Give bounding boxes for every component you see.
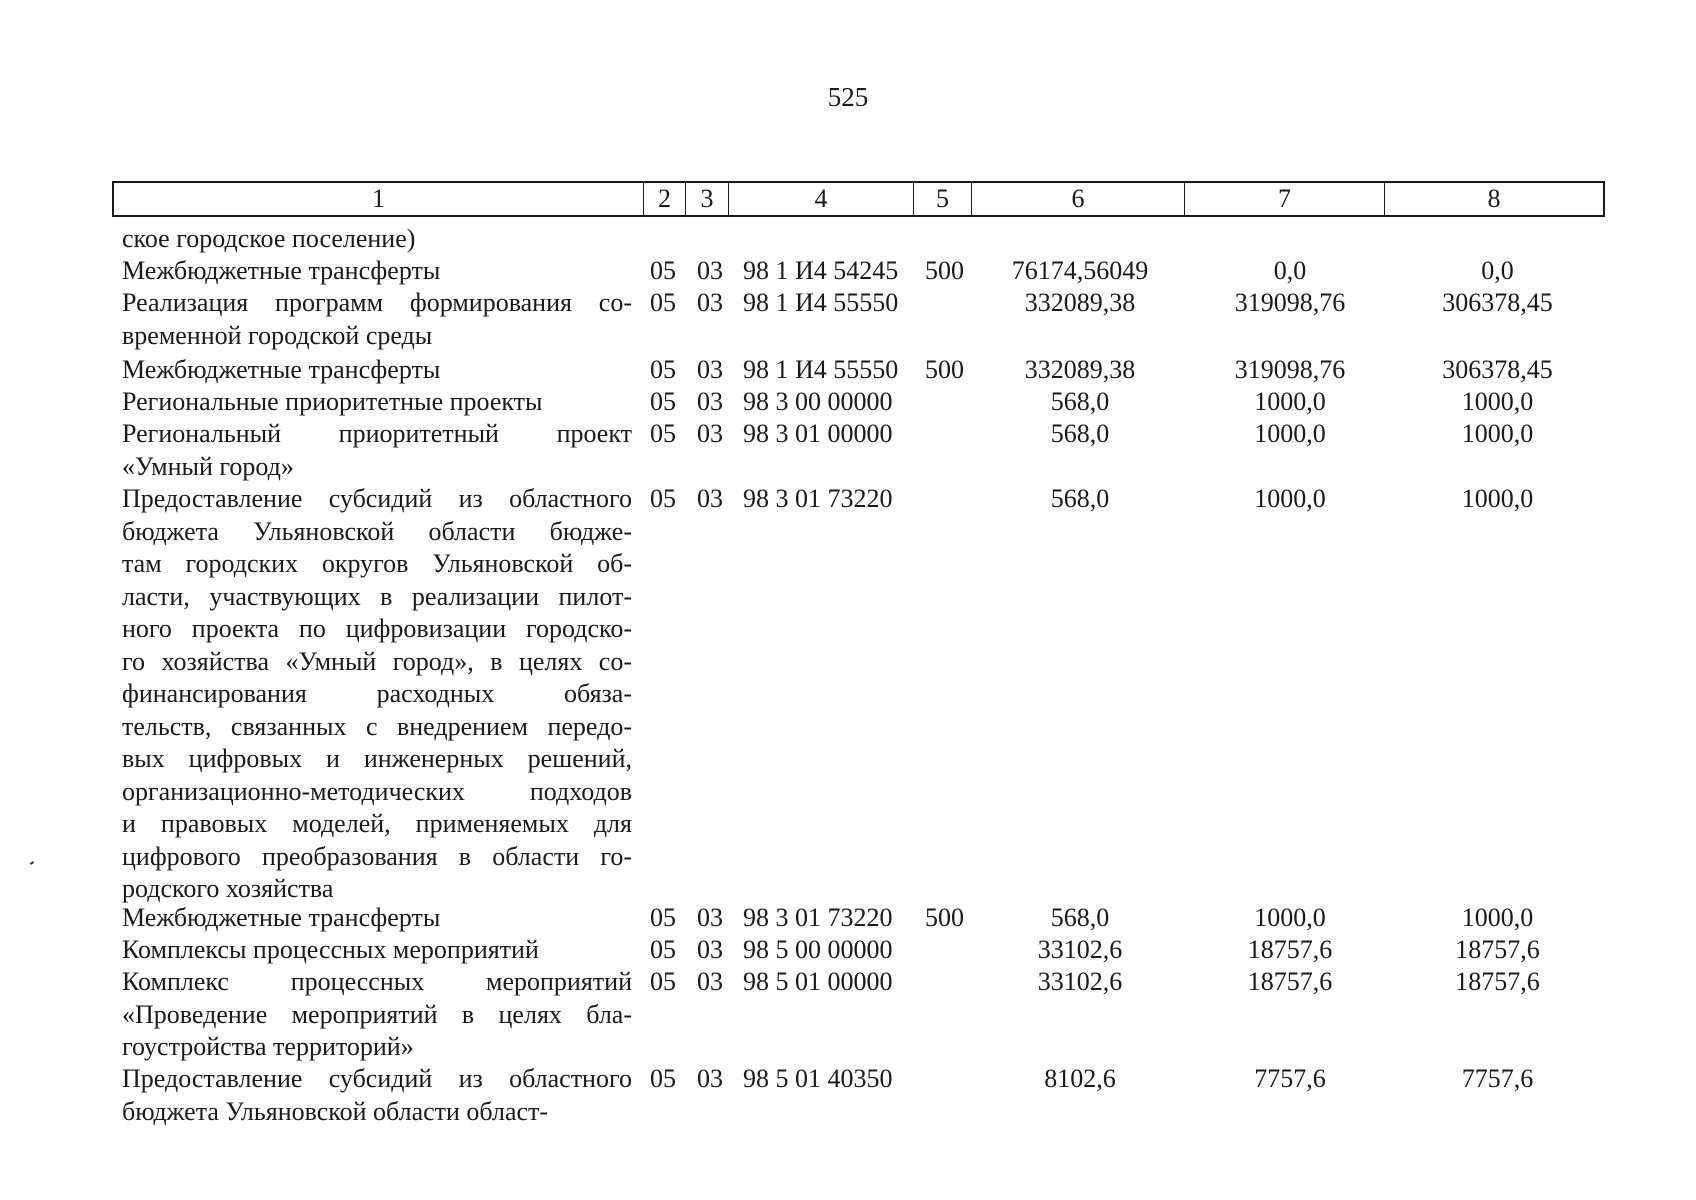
subsection-code: 03 xyxy=(697,1064,723,1093)
row-name xyxy=(122,1063,632,1128)
amount-col-8: 306378,45 xyxy=(1442,288,1553,317)
row-name xyxy=(122,223,632,256)
subsection-code: 03 xyxy=(697,288,723,317)
section-code: 05 xyxy=(650,935,676,964)
row-name-line: и правовых моделей, применяемых для xyxy=(122,809,632,838)
header-col-2: 2 xyxy=(644,183,686,215)
target-article-code: 98 5 01 00000 xyxy=(743,967,893,996)
amount-col-7: 1000,0 xyxy=(1254,903,1326,932)
amount-col-6: 33102,6 xyxy=(1037,967,1123,996)
subsection-code: 03 xyxy=(697,935,723,964)
section-code: 05 xyxy=(650,355,676,384)
target-article-code: 98 3 01 73220 xyxy=(743,903,893,932)
row-name-line: Региональный приоритетный проект xyxy=(122,419,632,448)
row-name-line: «Умный город» xyxy=(122,451,294,481)
row-name xyxy=(122,902,632,935)
row-name xyxy=(122,966,632,1064)
row-name-line: Межбюджетные трансферты xyxy=(122,256,441,285)
amount-col-8: 1000,0 xyxy=(1461,484,1534,513)
amount-col-7: 319098,76 xyxy=(1234,355,1346,384)
amount-col-7: 1000,0 xyxy=(1254,484,1326,513)
row-name-line: «Проведение мероприятий в целях бла- xyxy=(122,999,632,1029)
header-col-8: 8 xyxy=(1487,184,1501,213)
header-col-3: 3 xyxy=(686,183,729,215)
amount-col-7: 18757,6 xyxy=(1247,935,1333,964)
expense-type-code: 500 xyxy=(925,903,964,932)
amount-col-8: 18757,6 xyxy=(1455,935,1540,964)
row-name-line: временной городской среды xyxy=(122,320,433,350)
amount-col-7: 1000,0 xyxy=(1254,387,1326,416)
subsection-code: 03 xyxy=(697,484,723,513)
subsection-code: 03 xyxy=(697,903,723,932)
target-article-code: 98 1 И4 54245 xyxy=(743,256,899,285)
page-number: 525 xyxy=(827,82,869,112)
target-article-code: 98 5 00 00000 xyxy=(743,935,893,964)
amount-col-6: 568,0 xyxy=(1050,484,1110,513)
row-name xyxy=(122,934,632,967)
target-article-code: 98 3 01 73220 xyxy=(743,484,893,513)
row-name-line: гоустройства территорий» xyxy=(122,1032,414,1061)
row-name-line: Комплекс процессных мероприятий xyxy=(122,967,632,996)
row-name-line: Региональные приоритетные проекты xyxy=(122,387,543,416)
subsection-code: 03 xyxy=(697,387,723,416)
row-name-line: Предоставление субсидий из областного xyxy=(122,484,632,513)
row-name-line: Комплексы процессных мероприятий xyxy=(122,935,539,964)
row-name-line: бюджета Ульяновской области област- xyxy=(122,1096,549,1126)
row-name-line: финансирования расходных обяза- xyxy=(122,679,632,708)
subsection-code: 03 xyxy=(697,967,723,996)
header-col-4: 4 xyxy=(729,183,914,215)
amount-col-6: 332089,38 xyxy=(1024,288,1136,317)
row-name-line: тельств, связанных с внедрением передо- xyxy=(122,711,632,741)
header-col-1: 1 xyxy=(114,183,644,215)
amount-col-6: 8102,6 xyxy=(1044,1064,1116,1093)
target-article-code: 98 1 И4 55550 xyxy=(743,355,899,384)
section-code: 05 xyxy=(650,256,676,285)
section-code: 05 xyxy=(650,1064,676,1093)
header-col-6: 6 xyxy=(972,183,1185,215)
amount-col-8: 1000,0 xyxy=(1461,903,1534,932)
amount-col-8: 1000,0 xyxy=(1461,387,1534,416)
row-name-line: бюджета Ульяновской области бюдже- xyxy=(122,516,632,546)
section-code: 05 xyxy=(650,967,676,996)
amount-col-6: 33102,6 xyxy=(1037,935,1123,964)
row-name-line: цифрового преобразования в области го- xyxy=(122,841,632,871)
amount-col-6: 76174,56049 xyxy=(1011,256,1149,285)
section-code: 05 xyxy=(650,288,676,317)
section-code: 05 xyxy=(650,484,676,513)
header-col-5: 5 xyxy=(914,183,972,215)
amount-col-6: 332089,38 xyxy=(1024,355,1136,384)
expense-type-code: 500 xyxy=(925,355,964,384)
row-name xyxy=(122,483,632,906)
row-name-line: организационно-методических подходов xyxy=(122,776,632,806)
amount-col-7: 1000,0 xyxy=(1254,419,1326,448)
row-name-line: родского хозяйства xyxy=(122,874,334,903)
row-name xyxy=(122,354,632,387)
section-code: 05 xyxy=(650,903,676,932)
row-name-line: Межбюджетные трансферты xyxy=(122,355,441,384)
amount-col-7: 0,0 xyxy=(1273,256,1307,285)
amount-col-6: 568,0 xyxy=(1050,903,1110,932)
target-article-code: 98 3 00 00000 xyxy=(743,387,893,416)
row-name xyxy=(122,418,632,483)
amount-col-8: 1000,0 xyxy=(1461,419,1534,448)
row-name xyxy=(122,287,632,352)
row-name-line: Реализация программ формирования со- xyxy=(122,288,632,317)
subsection-code: 03 xyxy=(697,355,723,384)
expense-type-code: 500 xyxy=(925,256,964,285)
amount-col-7: 7757,6 xyxy=(1254,1064,1326,1093)
row-name xyxy=(122,255,632,288)
row-name-line: ское городское поселение) xyxy=(122,224,416,253)
row-name-line: Предоставление субсидий из областного xyxy=(122,1064,632,1093)
section-code: 05 xyxy=(650,387,676,416)
subsection-code: 03 xyxy=(697,256,723,285)
header-col-7: 7 xyxy=(1185,183,1385,215)
row-name-line: Межбюджетные трансферты xyxy=(122,903,441,932)
target-article-code: 98 5 01 40350 xyxy=(743,1064,893,1093)
row-name-line: ного проекта по цифровизации городско- xyxy=(122,614,632,643)
row-name-line: там городских округов Ульяновской об- xyxy=(122,549,632,578)
amount-col-8: 18757,6 xyxy=(1455,967,1540,996)
row-name-line: ласти, участвующих в реализации пилот- xyxy=(122,581,632,611)
amount-col-7: 319098,76 xyxy=(1234,288,1346,317)
amount-col-6: 568,0 xyxy=(1050,387,1110,416)
amount-col-8: 7757,6 xyxy=(1461,1064,1534,1093)
row-name-line: го хозяйства «Умный город», в целях со- xyxy=(122,646,632,676)
amount-col-8: 306378,45 xyxy=(1442,355,1553,384)
row-name-line: вых цифровых и инженерных решений, xyxy=(122,744,632,773)
amount-col-8: 0,0 xyxy=(1481,256,1514,285)
target-article-code: 98 3 01 00000 xyxy=(743,419,893,448)
subsection-code: 03 xyxy=(697,419,723,448)
amount-col-6: 568,0 xyxy=(1050,419,1110,448)
row-name xyxy=(122,386,632,419)
section-code: 05 xyxy=(650,419,676,448)
target-article-code: 98 1 И4 55550 xyxy=(743,288,899,317)
amount-col-7: 18757,6 xyxy=(1247,967,1333,996)
